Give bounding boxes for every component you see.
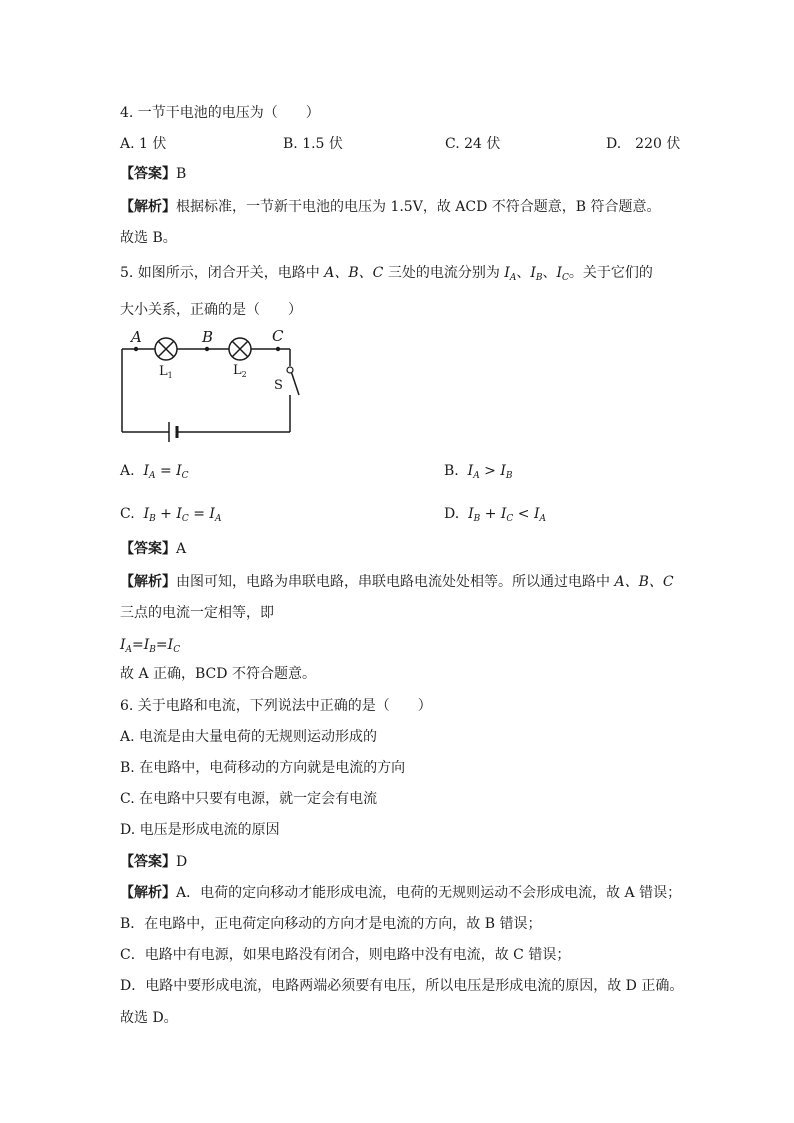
label-l1: $L_1$ [159, 364, 173, 380]
q5-option-c [120, 505, 221, 528]
lamp-l1-icon [155, 338, 177, 360]
q6-analysis-line2: B．在电路中，正电荷定向移动的方向才是电流的方向，故 B 错误； [120, 916, 542, 932]
answer-value: A [176, 541, 187, 557]
q6-conclusion: 故选 D。 [120, 1010, 178, 1026]
option-formula: $I_B + I_C = I_A$ [143, 506, 222, 524]
label-c: C [272, 327, 284, 345]
q4-answer [120, 165, 186, 183]
answer-label: 【答案】 [120, 166, 176, 182]
q4-conclusion: 故选 B。 [120, 230, 177, 246]
lamp-l2-icon [229, 338, 251, 360]
analysis-label: 【解析】 [120, 885, 176, 901]
answer-value: B [176, 166, 187, 182]
q5-option-d [444, 505, 546, 528]
label-b: B [202, 328, 214, 346]
label-a: A [131, 328, 142, 346]
analysis-label: 【解析】 [120, 199, 176, 215]
q6-analysis-line1 [120, 884, 681, 902]
option-letter: B. [444, 463, 459, 479]
option-letter: A. [120, 463, 135, 479]
option-formula: $I_A > I_B$ [467, 463, 513, 481]
analysis-label: 【解析】 [120, 574, 176, 590]
analysis-text: 根据标准，一节新干电池的电压为 1.5V，故 ACD 不符合题意，B 符合题意。 [176, 199, 661, 215]
q4-question: 4. 一节干电池的电压为（ ） [120, 105, 320, 121]
q5-question-points: A、B、C [324, 265, 384, 281]
option-formula: $I_A = I_C$ [143, 463, 189, 481]
analysis-text: A．电荷的定向移动才能形成电流，电荷的无规则运动不会形成电流，故 A 错误； [176, 885, 682, 901]
q4-option-d: D. 220 伏 [606, 136, 681, 152]
node-b-dot [205, 347, 209, 351]
q5-question-suffix: 。关于它们的 [568, 265, 653, 281]
answer-label: 【答案】 [120, 854, 176, 870]
q4-option-a: A. 1 伏 [120, 136, 167, 152]
node-a-dot [134, 347, 138, 351]
answer-value: D [176, 854, 188, 870]
current-ia: $I_A$ [504, 265, 517, 283]
q5-equation: $I_A=I_B=I_C$ [120, 637, 181, 655]
q4-option-c: C. 24 伏 [445, 136, 501, 152]
q5-option-a [120, 462, 189, 485]
analysis-text: 由图可知，电路为串联电路，串联电路电流处处相等。所以通过电路中 [176, 574, 615, 590]
q5-question-mid: 三处的电流分别为 [383, 265, 505, 281]
current-ic: $I_C$ [556, 265, 569, 283]
analysis-points: A、B、C [614, 574, 674, 590]
switch-contact-icon [287, 367, 293, 373]
q4-option-b: B. 1.5 伏 [283, 136, 343, 152]
q6-analysis-line3: C．电路中有电源，如果电路没有闭合，则电路中没有电流，故 C 错误； [120, 947, 571, 963]
q5-question-prefix: 5. 如图所示，闭合开关，电路中 [120, 265, 325, 281]
q5-option-b [444, 462, 512, 485]
q6-option-a: A. 电流是由大量电荷的无规则运动形成的 [120, 729, 378, 745]
q5-question-line1: 5. 如图所示，闭合开关，电路中 A、B、C 三处的电流分别为 $I_A$、$I_B$、$I_C$。关于它们的 [120, 265, 653, 283]
q5-analysis-line1 [120, 573, 674, 591]
circuit-diagram [110, 322, 310, 442]
q6-option-b: B. 在电路中，电荷移动的方向就是电流的方向 [120, 760, 406, 776]
label-l2: $L_2$ [233, 363, 247, 379]
q6-answer [120, 853, 187, 871]
q6-analysis-line4: D．电路中要形成电流，电路两端必须要有电压，所以电压是形成电流的原因，故 D 正确。 [120, 978, 684, 994]
label-s: S [274, 378, 283, 393]
q5-question-line2: 大小关系，正确的是（ ） [120, 302, 302, 318]
q5-analysis-line2: 三点的电流一定相等，即 [120, 605, 274, 621]
q5-conclusion: 故 A 正确，BCD 不符合题意。 [120, 666, 316, 682]
battery-icon [169, 422, 177, 442]
option-letter: C. [120, 506, 135, 522]
q4-analysis [120, 198, 661, 216]
q6-option-d: D. 电压是形成电流的原因 [120, 822, 280, 838]
q6-question: 6. 关于电路和电流，下列说法中正确的是（ ） [120, 698, 432, 714]
q6-option-c: C. 在电路中只要有电源，就一定会有电流 [120, 791, 378, 807]
answer-label: 【答案】 [120, 541, 176, 557]
option-formula: $I_B + I_C < I_A$ [468, 506, 546, 524]
option-letter: D. [444, 506, 460, 522]
current-ib: $I_B$ [530, 265, 543, 283]
node-c-dot [276, 347, 280, 351]
q5-answer [120, 540, 186, 558]
